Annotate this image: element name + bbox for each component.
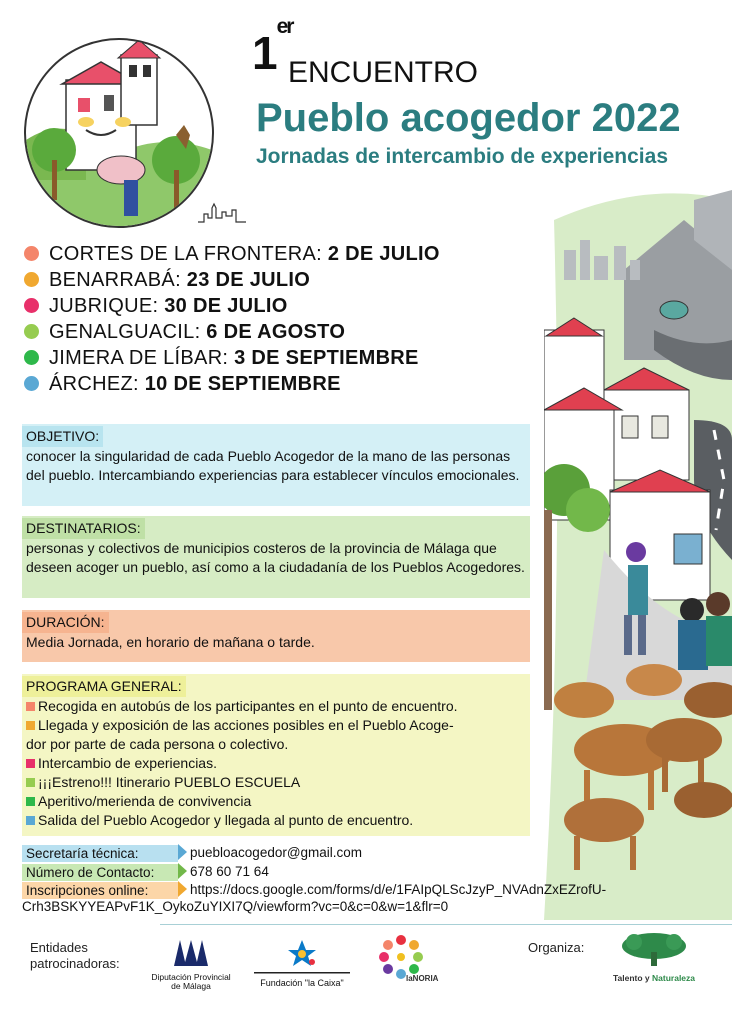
entidades-label [30, 940, 120, 972]
pueblo-acogedor-logo [24, 38, 214, 228]
la-caixa-star-icon [254, 938, 350, 974]
noria-caption [406, 974, 438, 983]
schedule-place: BENARRABÁ: [49, 269, 181, 291]
schedule-item-genalguacil [24, 320, 345, 344]
schedule-item-jubrique [24, 294, 288, 318]
arrow-right-icon [178, 844, 187, 860]
schedule-date: 3 DE SEPTIEMBRE [234, 347, 419, 369]
programa-item [26, 773, 526, 792]
destinatarios-text: personas y colectivos de municipios costeros de la provincia de Málaga que deseen acoger un pueblo, así como a la ciudadanía de los Pueblos Acogedores. [26, 540, 525, 575]
diputacion-mark-icon [150, 936, 232, 968]
duracion-label: DURACIÓN: [22, 612, 109, 633]
bullet-square-icon [26, 759, 35, 768]
schedule-date: 23 DE JULIO [186, 269, 311, 291]
bullet-dot-icon [24, 272, 39, 287]
schedule-item-archez [24, 372, 341, 396]
bullet-dot-icon [24, 324, 39, 339]
destinatarios-label: DESTINATARIOS: [22, 518, 145, 539]
ordinal-suffix: er [276, 14, 293, 38]
secretaria-email[interactable]: puebloacogedor@gmail.com [190, 845, 363, 860]
bullet-square-icon [26, 816, 35, 825]
programa-item-text: Intercambio de experiencias. [38, 755, 217, 771]
schedule-date: 10 DE SEPTIEMBRE [144, 373, 341, 395]
ordinal-title [252, 14, 293, 79]
talento-caption-b: Naturaleza [652, 973, 696, 983]
schedule-place: JUBRIQUE: [49, 295, 159, 317]
schedule-place: GENALGUACIL: [49, 321, 201, 343]
talento-naturaleza-logo [600, 932, 708, 983]
objetivo-text: conocer la singularidad de cada Pueblo Acogedor de la mano de las personas del pueblo. Intercambiando experiencias para establecer vínculos emocionales. [26, 448, 520, 483]
arrow-right-icon [178, 863, 187, 879]
programa-item-text: ¡¡¡Estreno!!! Itinerario PUEBLO ESCUELA [38, 774, 301, 790]
arrow-right-icon [178, 881, 187, 897]
schedule-item-jimera [24, 346, 419, 370]
entidades-line2: patrocinadoras: [30, 956, 120, 971]
talento-caption-a: Talento y [612, 973, 653, 983]
programa-box [22, 674, 530, 836]
programa-item [26, 811, 526, 830]
objetivo-label: OBJETIVO: [22, 426, 103, 447]
la-noria-logo [378, 934, 439, 985]
duracion-text: Media Jornada, en horario de mañana o tarde. [26, 634, 315, 650]
programa-item-text: Llegada y exposición de las acciones posibles en el Pueblo Acoge- [38, 717, 454, 733]
programa-label: PROGRAMA GENERAL: [22, 676, 186, 697]
bullet-dot-icon [24, 350, 39, 365]
logo-illustration [26, 40, 212, 226]
bullet-square-icon [26, 797, 35, 806]
secretaria-label: Secretaría técnica: [22, 845, 178, 862]
village-illustration [544, 180, 732, 920]
programa-item [26, 754, 526, 773]
ordinal-number: 1 [252, 27, 276, 79]
village-illustration-svg [544, 180, 732, 920]
schedule-place: ÁRCHEZ: [49, 373, 139, 395]
talento-caption [600, 973, 708, 983]
programa-item [26, 697, 526, 716]
schedule-item-cortes [24, 242, 440, 266]
bullet-dot-icon [24, 376, 39, 391]
programa-item-text: dor por parte de cada persona o colectivo. [26, 736, 289, 752]
page-subtitle: Jornadas de intercambio de experiencias [256, 145, 669, 168]
programa-item-text: Aperitivo/merienda de convivencia [38, 793, 252, 809]
objetivo-box [22, 424, 530, 506]
organiza-label: Organiza: [528, 940, 585, 955]
telefono-label: Número de Contacto: [22, 864, 178, 881]
diputacion-logo [150, 936, 232, 991]
duracion-box [22, 610, 530, 662]
inscripciones-link-line1[interactable]: https://docs.google.com/forms/d/e/1FAIpQLScJzyP_NVAdnZxEZrofU- [190, 882, 607, 897]
bullet-square-icon [26, 778, 35, 787]
programa-item-text: Salida del Pueblo Acogedor y llegada al punto de encuentro. [38, 812, 414, 828]
tree-icon [600, 932, 708, 968]
programa-item [26, 716, 526, 735]
inscripciones-label: Inscripciones online: [22, 882, 178, 899]
schedule-place: JIMERA DE LÍBAR: [49, 347, 229, 369]
programa-item-continuation [26, 735, 526, 754]
noria-prefix: la [406, 974, 413, 983]
bullet-square-icon [26, 721, 35, 730]
destinatarios-box [22, 516, 530, 598]
entidades-line1: Entidades [30, 940, 88, 955]
inscripciones-link-line2[interactable]: Crh3BSKYYEAPvF1K_OykoZuYIXI7Q/viewform?vc=0&c=0&w=1&flr=0 [22, 899, 449, 914]
bullet-dot-icon [24, 246, 39, 261]
schedule-date: 6 DE AGOSTO [206, 321, 346, 343]
schedule-date: 2 DE JULIO [327, 243, 440, 265]
schedule-item-benarraba [24, 268, 310, 292]
programa-item-text: Recogida en autobús de los participantes en el punto de encuentro. [38, 698, 458, 714]
schedule-date: 30 DE JULIO [164, 295, 288, 317]
page-title: Pueblo acogedor 2022 [256, 96, 681, 140]
schedule-place: CORTES DE LA FRONTERA: [49, 243, 322, 265]
bullet-square-icon [26, 702, 35, 711]
diputacion-caption-line1: Diputación Provincial [151, 972, 231, 982]
noria-name: NORIA [412, 974, 439, 983]
encuentro-title: ENCUENTRO [288, 56, 479, 89]
telefono-value: 678 60 71 64 [190, 864, 269, 879]
village-skyline-sketch [198, 198, 248, 226]
footer-divider [160, 924, 732, 925]
bullet-dot-icon [24, 298, 39, 313]
programa-item [26, 792, 526, 811]
la-caixa-logo [254, 938, 350, 988]
diputacion-caption-line2: de Málaga [171, 981, 211, 991]
fundacion-caption: Fundación "la Caixa" [260, 978, 344, 988]
